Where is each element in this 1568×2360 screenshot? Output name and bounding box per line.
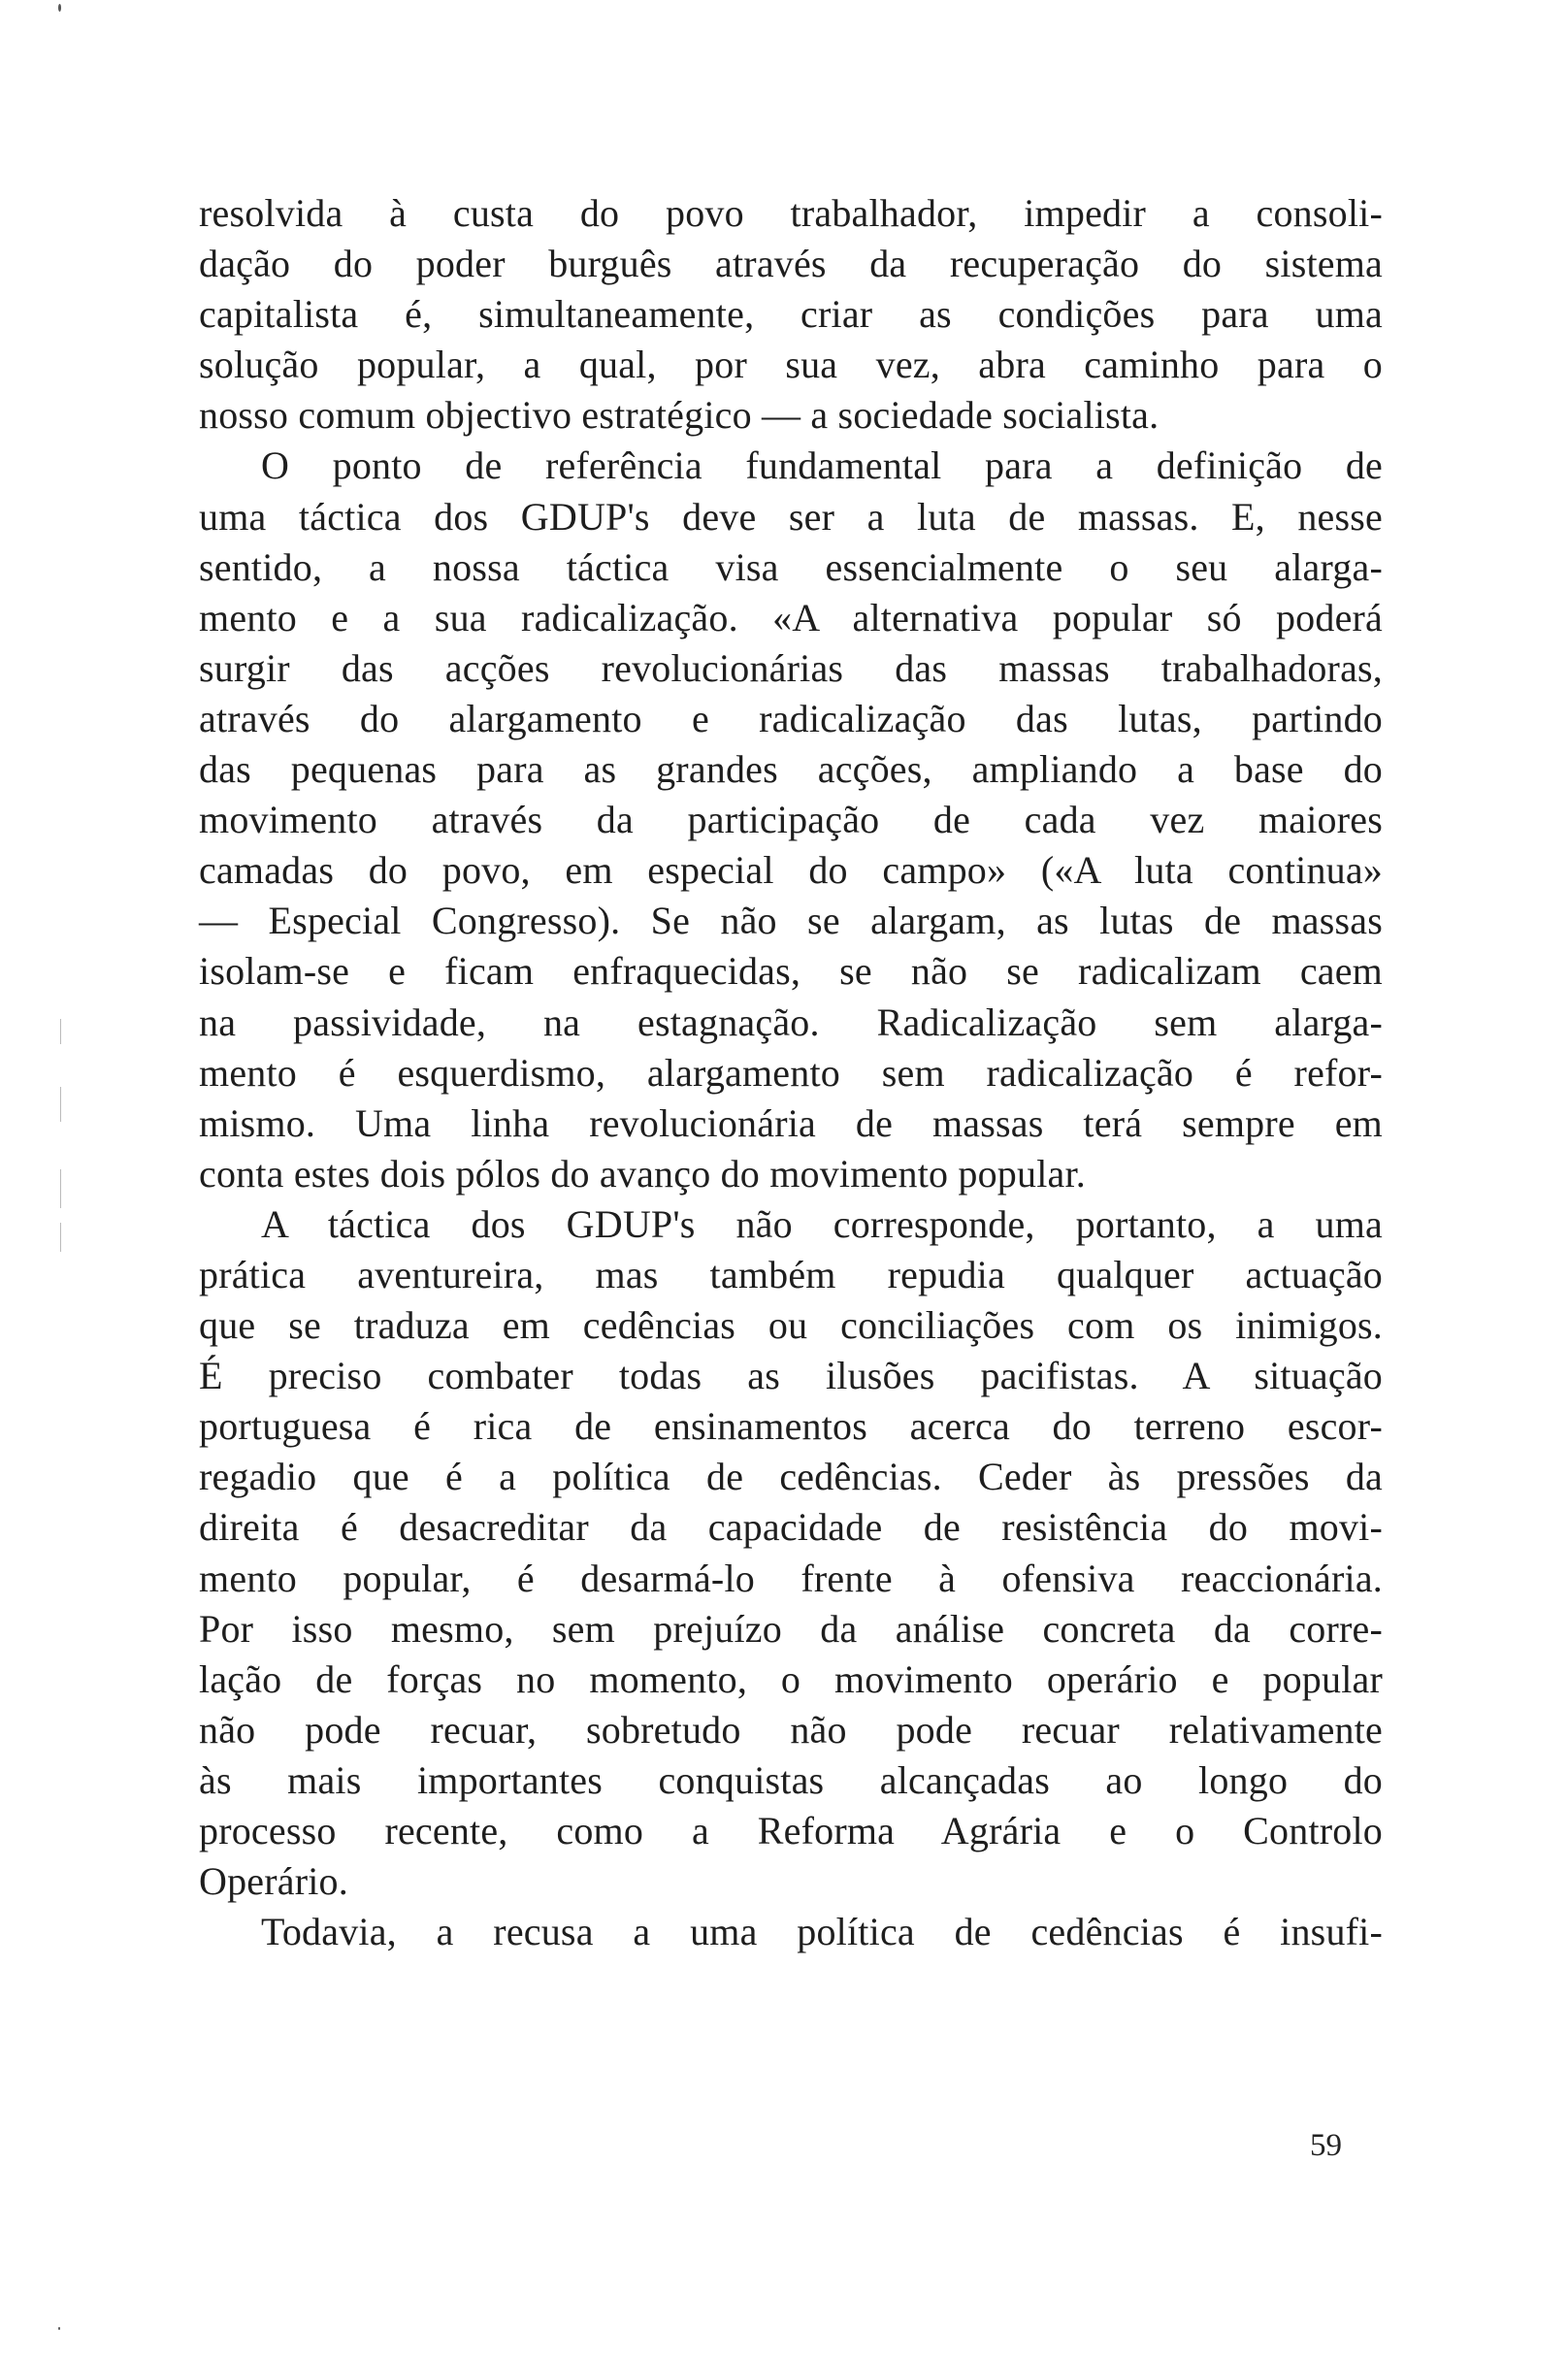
text-line: que se traduza em cedências ou conciliações com os inimigos. [199, 1303, 1383, 1348]
text-line: Todavia, a recusa a uma política de cedências é insufi- [261, 1910, 1383, 1954]
text-line: nosso comum objectivo estratégico — a sociedade socialista. [199, 393, 1160, 438]
page-number: 59 [1310, 2128, 1342, 2163]
text-line: processo recente, como a Reforma Agrária e o Controlo [199, 1809, 1383, 1852]
scan-margin-mark [60, 1169, 61, 1208]
text-line: camadas do povo, em especial do campo» («A luta continua» [199, 848, 1383, 893]
text-line: capitalista é, simultaneamente, criar as condições para uma [199, 292, 1383, 337]
text-line: Por isso mesmo, sem prejuízo da análise concreta da corre- [199, 1606, 1383, 1651]
text-line: sentido, a nossa táctica visa essencialmente o seu alarga- [199, 544, 1383, 589]
text-line: na passividade, na estagnação. Radicalização sem alarga- [199, 1000, 1383, 1044]
text-line: prática aventureira, mas também repudia qualquer actuação [199, 1252, 1383, 1296]
body-text [199, 188, 1383, 1957]
text-line: — Especial Congresso). Se não se alargam, as lutas de massas [199, 899, 1383, 943]
text-line: Operário. [199, 1859, 348, 1904]
text-line: mismo. Uma linha revolucionária de massas terá sempre em [199, 1100, 1383, 1145]
text-line: conta estes dois pólos do avanço do movimento popular. [199, 1151, 1086, 1196]
text-line: direita é desacreditar da capacidade de resistência do movi- [199, 1505, 1383, 1550]
text-line: movimento através da participação de cada vez maiores [199, 798, 1383, 842]
scan-margin-mark [60, 1087, 61, 1122]
scan-margin-mark [60, 1019, 61, 1044]
text-line: surgir das acções revolucionárias das massas trabalhadoras, [199, 645, 1383, 690]
text-line: mento e a sua radicalização. «A alternativa popular só poderá [199, 595, 1383, 639]
text-line: das pequenas para as grandes acções, ampliando a base do [199, 747, 1383, 792]
text-line: através do alargamento e radicalização das lutas, partindo [199, 696, 1383, 740]
text-line: lação de forças no momento, o movimento operário e popular [199, 1656, 1383, 1701]
text-line: A táctica dos GDUP's não corresponde, portanto, a uma [261, 1201, 1383, 1246]
text-line: resolvida à custa do povo trabalhador, impedir a consoli- [199, 191, 1383, 235]
scan-speck [58, 2327, 60, 2330]
text-line: mento é esquerdismo, alargamento sem radicalização é refor- [199, 1050, 1383, 1095]
text-line: às mais importantes conquistas alcançadas ao longo do [199, 1757, 1383, 1802]
text-line: É preciso combater todas as ilusões pacifistas. A situação [199, 1354, 1383, 1398]
text-line: regadio que é a política de cedências. Ceder às pressões da [199, 1455, 1383, 1499]
text-line: não pode recuar, sobretudo não pode recuar relativamente [199, 1707, 1383, 1752]
scan-speck [58, 4, 61, 12]
text-line: solução popular, a qual, por sua vez, abra caminho para o [199, 343, 1383, 387]
text-line: dação do poder burguês através da recuperação do sistema [199, 242, 1383, 286]
text-line: uma táctica dos GDUP's deve ser a luta de massas. E, nesse [199, 494, 1383, 539]
scan-margin-mark [60, 1223, 61, 1252]
text-line: O ponto de referência fundamental para a definição de [261, 443, 1383, 488]
text-line: mento popular, é desarmá-lo frente à ofensiva reaccionária. [199, 1556, 1383, 1600]
text-line: portuguesa é rica de ensinamentos acerca do terreno escor- [199, 1404, 1383, 1449]
text-line: isolam-se e ficam enfraquecidas, se não se radicalizam caem [199, 949, 1383, 994]
